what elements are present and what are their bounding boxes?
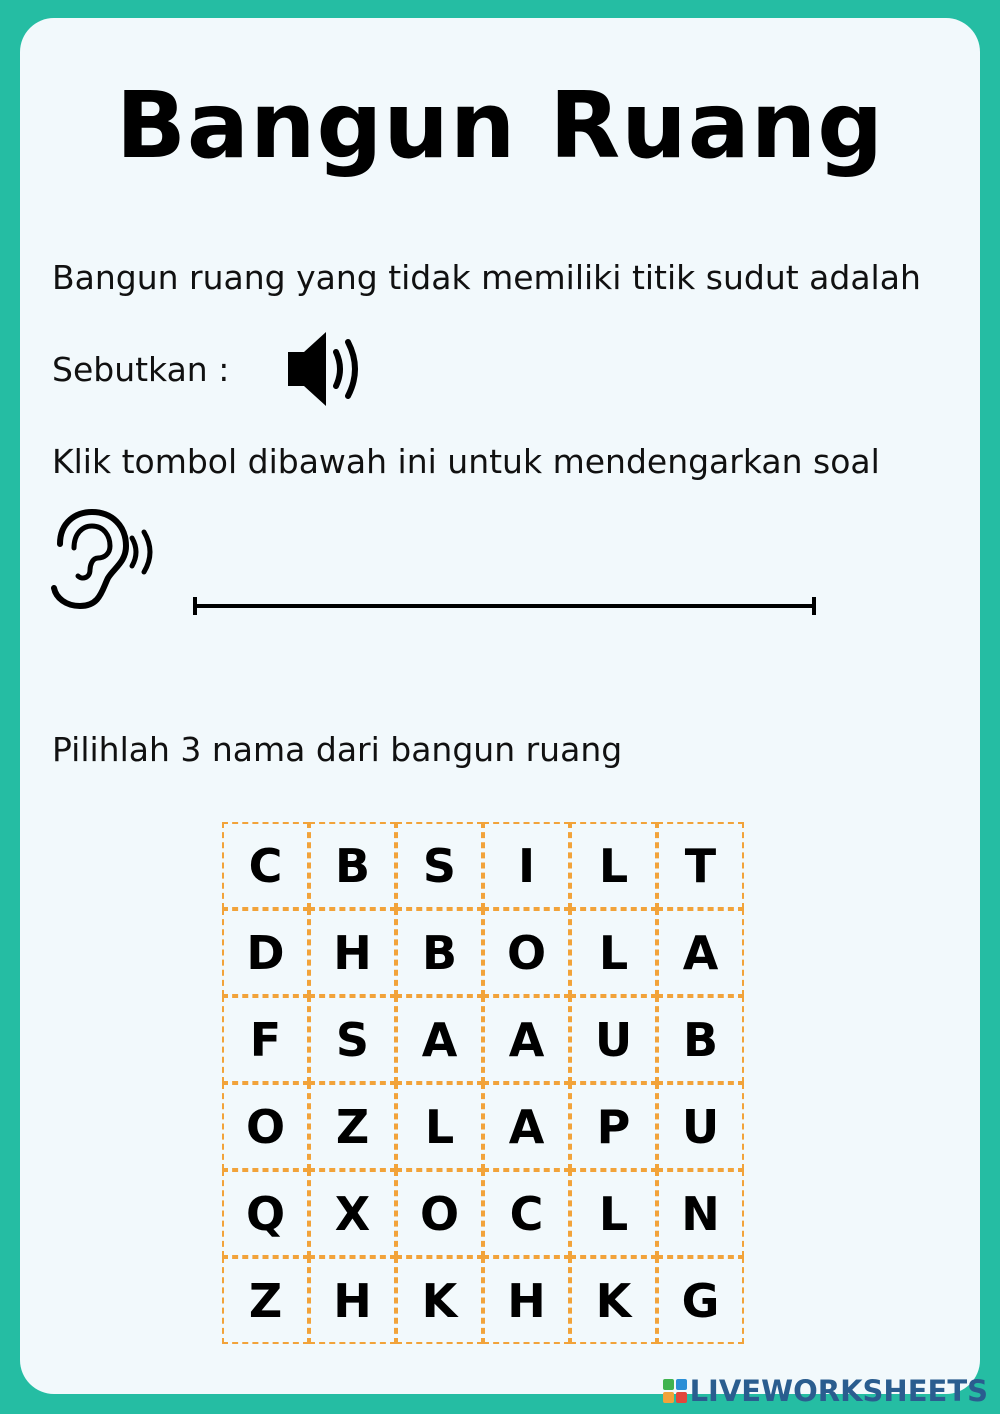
- grid-cell[interactable]: L: [570, 822, 657, 909]
- grid-cell[interactable]: B: [309, 822, 396, 909]
- grid-cell[interactable]: B: [657, 996, 744, 1083]
- question-text: Bangun ruang yang tidak memiliki titik sudut adalah: [52, 258, 921, 297]
- grid-cell[interactable]: C: [222, 822, 309, 909]
- grid-cell[interactable]: A: [483, 996, 570, 1083]
- grid-cell[interactable]: L: [396, 1083, 483, 1170]
- liveworksheets-brand[interactable]: [662, 1374, 988, 1408]
- liveworksheets-logo-icon: [662, 1378, 688, 1404]
- grid-cell[interactable]: S: [396, 822, 483, 909]
- grid-cell[interactable]: A: [657, 909, 744, 996]
- answer-input-line[interactable]: [190, 594, 820, 618]
- grid-cell[interactable]: Z: [222, 1257, 309, 1344]
- word-search-grid: [222, 822, 744, 1344]
- grid-cell[interactable]: G: [657, 1257, 744, 1344]
- page-title: Bangun Ruang: [115, 72, 885, 179]
- grid-cell[interactable]: T: [657, 822, 744, 909]
- grid-cell[interactable]: C: [483, 1170, 570, 1257]
- grid-cell[interactable]: L: [570, 1170, 657, 1257]
- grid-cell[interactable]: A: [396, 996, 483, 1083]
- grid-cell[interactable]: P: [570, 1083, 657, 1170]
- speaker-icon[interactable]: [282, 328, 372, 410]
- grid-cell[interactable]: U: [657, 1083, 744, 1170]
- grid-cell[interactable]: O: [222, 1083, 309, 1170]
- grid-cell[interactable]: O: [396, 1170, 483, 1257]
- listen-instruction: Klik tombol dibawah ini untuk mendengarkan soal: [52, 442, 880, 481]
- grid-cell[interactable]: F: [222, 996, 309, 1083]
- ear-icon[interactable]: [48, 508, 158, 612]
- grid-cell[interactable]: L: [570, 909, 657, 996]
- grid-cell[interactable]: Q: [222, 1170, 309, 1257]
- grid-cell[interactable]: K: [570, 1257, 657, 1344]
- sebutkan-label: Sebutkan :: [52, 350, 230, 389]
- grid-cell[interactable]: H: [309, 1257, 396, 1344]
- puzzle-instruction: Pilihlah 3 nama dari bangun ruang: [52, 730, 623, 769]
- grid-cell[interactable]: H: [309, 909, 396, 996]
- grid-cell[interactable]: S: [309, 996, 396, 1083]
- grid-cell[interactable]: Z: [309, 1083, 396, 1170]
- brand-label: LIVEWORKSHEETS: [689, 1374, 988, 1408]
- grid-cell[interactable]: O: [483, 909, 570, 996]
- grid-cell[interactable]: K: [396, 1257, 483, 1344]
- grid-cell[interactable]: B: [396, 909, 483, 996]
- grid-cell[interactable]: I: [483, 822, 570, 909]
- grid-cell[interactable]: D: [222, 909, 309, 996]
- grid-cell[interactable]: N: [657, 1170, 744, 1257]
- grid-cell[interactable]: U: [570, 996, 657, 1083]
- grid-cell[interactable]: A: [483, 1083, 570, 1170]
- grid-cell[interactable]: H: [483, 1257, 570, 1344]
- grid-cell[interactable]: X: [309, 1170, 396, 1257]
